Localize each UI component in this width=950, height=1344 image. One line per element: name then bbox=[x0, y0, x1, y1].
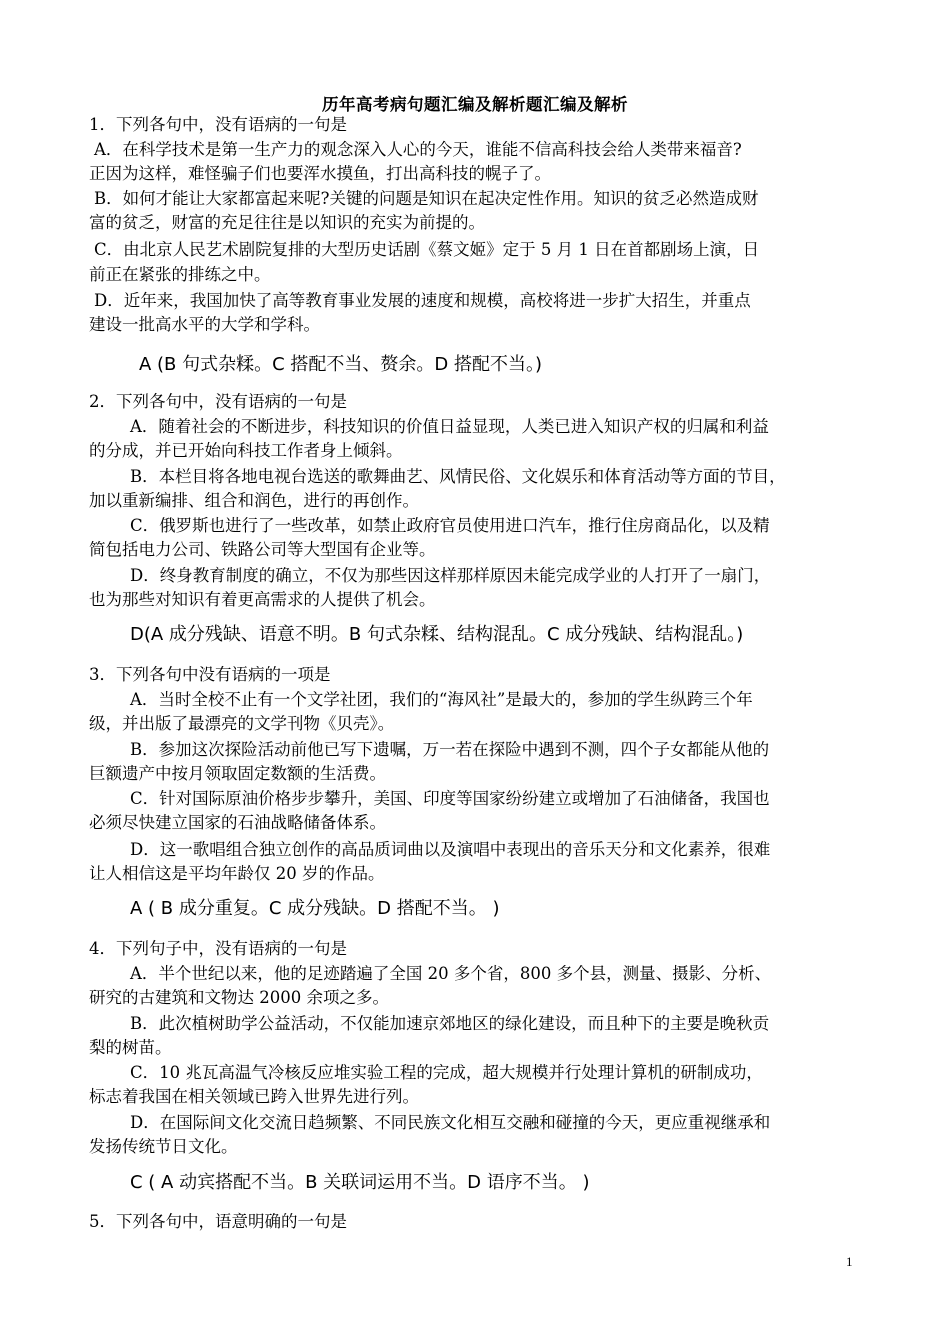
option-line: B．本栏目将各地电视台选送的歌舞曲艺、风情民俗、文化娱乐和体育活动等方面的节目， bbox=[130, 467, 786, 486]
option-line: 也为那些对知识有着更高需求的人提供了机会。 bbox=[89, 590, 436, 609]
option-line: 正因为这样，难怪骗子们也要浑水摸鱼，打出高科技的幌子了。 bbox=[89, 164, 551, 183]
option-line: B．如何才能让大家都富起来呢?关键的问题是知识在起决定性作用。知识的贫乏必然造成财 bbox=[94, 189, 759, 208]
option-line: 前正在紧张的排练之中。 bbox=[89, 265, 271, 284]
option-line: C．俄罗斯也进行了一些改革，如禁止政府官员使用进口汽车，推行住房商品化，以及精 bbox=[130, 516, 770, 535]
option-line: A．在科学技术是第一生产力的观念深入人心的今天，谁能不信高科技会给人类带来福音? bbox=[94, 140, 742, 159]
option-line: D．近年来，我国加快了高等教育事业发展的速度和规模，高校将进一步扩大招生，并重点 bbox=[94, 291, 751, 310]
option-line: A．当时全校不止有一个文学社团，我们的“海风社”是最大的，参加的学生纵跨三个年 bbox=[130, 690, 753, 709]
option-line: 的分成，并已开始向科技工作者身上倾斜。 bbox=[89, 441, 403, 460]
question-stem-1: 1．下列各句中，没有语病的一句是 bbox=[89, 115, 347, 134]
document-title: 历年高考病句题汇编及解析题汇编及解析 bbox=[322, 95, 628, 114]
option-line: 级，并出版了最漂亮的文学刊物《贝壳》。 bbox=[89, 714, 395, 733]
option-line: 简包括电力公司、铁路公司等大型国有企业等。 bbox=[89, 540, 436, 559]
option-line: 建设一批高水平的大学和学科。 bbox=[89, 315, 320, 334]
option-line: 加以重新编排、组合和润色，进行的再创作。 bbox=[89, 491, 419, 510]
question-stem-3: 3．下列各句中没有语病的一项是 bbox=[89, 665, 331, 684]
option-line: A．随着社会的不断进步，科技知识的价值日益显现，人类已进入知识产权的归属和利益 bbox=[130, 417, 769, 436]
option-line: B．参加这次探险活动前他已写下遗嘱，万一若在探险中遇到不测，四个子女都能从他的 bbox=[130, 740, 770, 759]
option-line: D．在国际间文化交流日趋频繁、不同民族文化相互交融和碰撞的今天，更应重视继承和 bbox=[130, 1113, 771, 1132]
answer-4: C ( A 动宾搭配不当。B 关联词运用不当。D 语序不当。 ) bbox=[130, 1172, 590, 1193]
option-line: B．此次植树助学公益活动，不仅能加速京郊地区的绿化建设，而且种下的主要是晚秋贡 bbox=[130, 1014, 770, 1033]
option-line: 梨的树苗。 bbox=[89, 1038, 172, 1057]
option-line: A．半个世纪以来，他的足迹踏遍了全国 20 多个省，800 多个县，测量、摄影、分析、 bbox=[130, 964, 772, 983]
answer-3: A ( B 成分重复。C 成分残缺。D 搭配不当。 ) bbox=[130, 898, 500, 919]
option-line: D．终身教育制度的确立，不仅为那些因这样那样原因未能完成学业的人打开了一扇门， bbox=[130, 566, 771, 585]
option-line: 让人相信这是平均年龄仅 20 岁的作品。 bbox=[89, 864, 385, 883]
option-line: 富的贫乏，财富的充足往往是以知识的充实为前提的。 bbox=[89, 213, 485, 232]
answer-2: D(A 成分残缺、语意不明。B 句式杂糅、结构混乱。C 成分残缺、结构混乱。) bbox=[130, 624, 744, 645]
page-number: 1 bbox=[846, 1254, 853, 1269]
option-line: C．针对国际原油价格步步攀升，美国、印度等国家纷纷建立或增加了石油储备，我国也 bbox=[130, 789, 770, 808]
answer-1: A (B 句式杂糅。C 搭配不当、赘余。D 搭配不当。) bbox=[139, 354, 543, 375]
option-line: 发扬传统节日文化。 bbox=[89, 1137, 238, 1156]
option-line: C．10 兆瓦高温气冷核反应堆实验工程的完成，超大规模并行处理计算机的研制成功， bbox=[130, 1063, 763, 1082]
option-line: 标志着我国在相关领域已跨入世界先进行列。 bbox=[89, 1087, 419, 1106]
question-stem-4: 4．下列句子中，没有语病的一句是 bbox=[89, 939, 347, 958]
option-line: C．由北京人民艺术剧院复排的大型历史话剧《蔡文姬》定于 5 月 1 日在首都剧场上演，日 bbox=[94, 240, 760, 259]
option-line: 巨额遗产中按月领取固定数额的生活费。 bbox=[89, 764, 386, 783]
option-line: 必须尽快建立国家的石油战略储备体系。 bbox=[89, 813, 386, 832]
question-stem-5: 5．下列各句中，语意明确的一句是 bbox=[89, 1212, 347, 1231]
question-stem-2: 2．下列各句中，没有语病的一句是 bbox=[89, 392, 347, 411]
option-line: D．这一歌唱组合独立创作的高品质词曲以及演唱中表现出的音乐天分和文化素养，很难 bbox=[130, 840, 771, 859]
option-line: 研究的古建筑和文物达 2000 余项之多。 bbox=[89, 988, 389, 1007]
